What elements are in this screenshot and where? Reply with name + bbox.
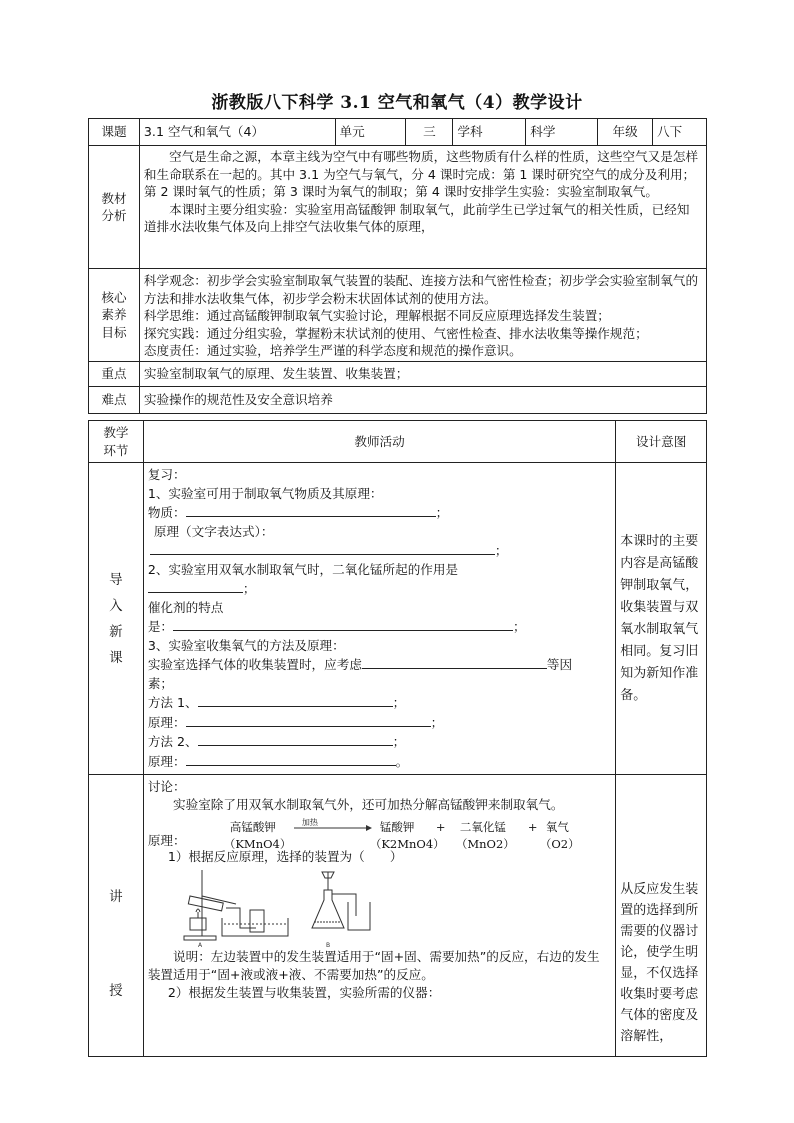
manganese-role-blank[interactable]	[148, 579, 243, 593]
subject-label: 学科	[453, 119, 526, 146]
question-1: 1、实验室可用于制取氧气物质及其原理：	[147, 485, 383, 501]
factors-tail: 素；	[147, 675, 174, 691]
course-value: 3.1 空气和氧气（4）	[139, 119, 335, 146]
question-3: 3、实验室收集氧气的方法及原理：	[147, 637, 345, 653]
core-label: 核心 素养 目标	[89, 269, 140, 362]
question-instruments: 2）根据发生装置与收集装置，实验所需的仪器：	[167, 985, 441, 1000]
analysis-paragraph-2: 本课时主要分组实验：实验室用高锰酸钾 制取氧气，此前学生已学过氧气的相关性质，已经知道排水法收集气体及向上排空气法收集气体的原理，	[143, 201, 690, 234]
core-line: 科学观念：初步学会实验室制取氧气装置的装配、连接方法和气密性检查；初步学会实验室制氧气的方法和排水法收集气体，初步学会粉末状固体试剂的使用方法。	[143, 273, 699, 306]
grade-value: 八下	[653, 119, 707, 146]
key-label: 重点	[89, 362, 140, 387]
stage-lecture: 讲 授	[89, 775, 144, 1057]
key-value: 实验室制取氧气的原理、发生装置、收集装置；	[139, 362, 706, 387]
principle-formula-label: 原理（文字表达式）：	[153, 523, 274, 539]
analysis-paragraph-1: 空气是生命之源，本章主线为空气中有哪些物质，这些物质有什么样的性质，这些空气又是怎样和生命联系在一起的。其中 3.1 为空气与氧气，分 4 课时完成：第 1 课时研究空气的成分及利用；第 2 课时氧气的性质；第 3 课时为氧气的制取；第 4 课时安排学生实验：实验室制取氧气。	[143, 149, 699, 199]
grade-label: 年级	[598, 119, 653, 146]
course-label: 课题	[89, 119, 140, 146]
question-apparatus: 1）根据反应原理，选择的装置为（ ）	[167, 849, 403, 864]
question-2: 2、实验室用双氧水制取氧气时，二氧化锰所起的作用是	[147, 561, 459, 577]
analysis-label: 教材 分析	[89, 146, 140, 269]
lecture-intro: 实验室除了用双氧水制取氧气外，还可加热分解高锰酸钾来制取氧气。	[173, 797, 564, 812]
teacher-activity-header: 教师活动	[143, 421, 615, 463]
method-1-blank[interactable]	[198, 693, 393, 707]
unit-label: 单元	[335, 119, 406, 146]
lesson-info-table	[88, 118, 707, 414]
lecture-design-intent: 从反应发生装置的选择到所需要的仪器讨论，使学生明显，不仅选择收集时要考虑气体的密度及溶解性，	[616, 775, 707, 1057]
catalyst-feature-label: 催化剂的特点	[147, 599, 224, 615]
principle-formula-blank[interactable]	[150, 541, 495, 555]
core-line: 探究实践：通过分组实验，掌握粉末状试剂的使用、气密性检查、排水法收集等操作规范；	[143, 325, 648, 341]
material-blank[interactable]	[186, 503, 436, 517]
reaction-arrow	[294, 824, 372, 832]
unit-value: 三	[406, 119, 453, 146]
intro-design-intent: 本课时的主要内容是高锰酸钾制取氧气，收集装置与双氧水制取氧气相同。复习旧知为新知作准备。	[616, 463, 707, 775]
stage-header: 教学 环节	[89, 421, 144, 463]
core-line: 科学思维：通过高锰酸钾制取氧气实验讨论，理解根据不同反应原理选择发生装置；	[143, 308, 610, 323]
subject-value: 科学	[526, 119, 598, 146]
reaction-equation: 高锰酸钾 加热 锰酸钾 + 二氧化锰 + 氧气 原理： （KMnO4） （K2MnO4） （MnO2） （O2）	[147, 818, 580, 851]
figure-label-b: B	[325, 942, 330, 948]
principle-2-blank[interactable]	[186, 752, 396, 766]
difficulty-value: 实验操作的规范性及安全意识培养	[139, 387, 706, 414]
figure-label-a: A	[197, 942, 202, 948]
teaching-process-table: 教学 环节 教师活动 设计意图 导 入 新 课 复习： 1、实验室可用于制取氧气物质及其原理： 物质： ； 原理（文字表达式）： ； 2、实验室用双氧水制取氧气时，二氧化锰所起的作用是 ； 催化剂的特点 是： ； 3、实验室收集氧气的方法及原理： 实验室选择气体的收集装置时，应考虑 等因 素； 方法 1、 ； 原理： ； 方法 2、 ； 原理： 。 本课时的主要内容是高锰酸钾制取氧气，收集装置与双氧水制取氧气相同。复习旧知为新知作准备。 讲 授 讨论： 实验室除了用双氧水制取氧气外，还可加热分解高锰酸钾来制取氧气。 高锰酸钾 加热 锰酸钾 + 二氧化锰 + 氧气 原理： （KMnO4） （K2MnO4） （MnO2） （O2） 1）根据反应原理，选择的装置为（ ） A B 说明：左边装置中的发生装置适用于“固+固、需要加热”的反应，右边的发生装置适用于“固+液或液+液、不需要加热”的反应。 2）根据发生装置与收集装置，实验所需的仪器： 从反应发生装置的选择到所需要的仪器讨论，使学生明显，不仅选择收集时要考虑气体的密度及溶解性，	[88, 420, 707, 1057]
method-2-blank[interactable]	[198, 732, 393, 746]
apparatus-figure	[148, 866, 611, 948]
design-intent-header: 设计意图	[616, 421, 707, 463]
principle-1-blank[interactable]	[186, 713, 431, 727]
difficulty-label: 难点	[89, 387, 140, 414]
material-line: 物质： ；	[147, 505, 449, 520]
apparatus-note: 说明：左边装置中的发生装置适用于“固+固、需要加热”的反应，右边的发生装置适用于“固+液或液+液、不需要加热”的反应。	[147, 949, 600, 982]
core-line: 态度责任：通过实验，培养学生严谨的科学态度和规范的操作意识。	[143, 343, 522, 358]
apparatus-drawing	[178, 866, 388, 948]
review-heading: 复习：	[147, 467, 186, 482]
stage-intro: 导 入 新 课	[89, 463, 144, 775]
catalyst-feature-blank[interactable]	[173, 617, 513, 631]
discuss-heading: 讨论：	[147, 779, 186, 794]
factors-blank[interactable]	[362, 655, 547, 669]
document-title: 浙教版八下科学 3.1 空气和氧气（4）教学设计	[211, 93, 583, 113]
